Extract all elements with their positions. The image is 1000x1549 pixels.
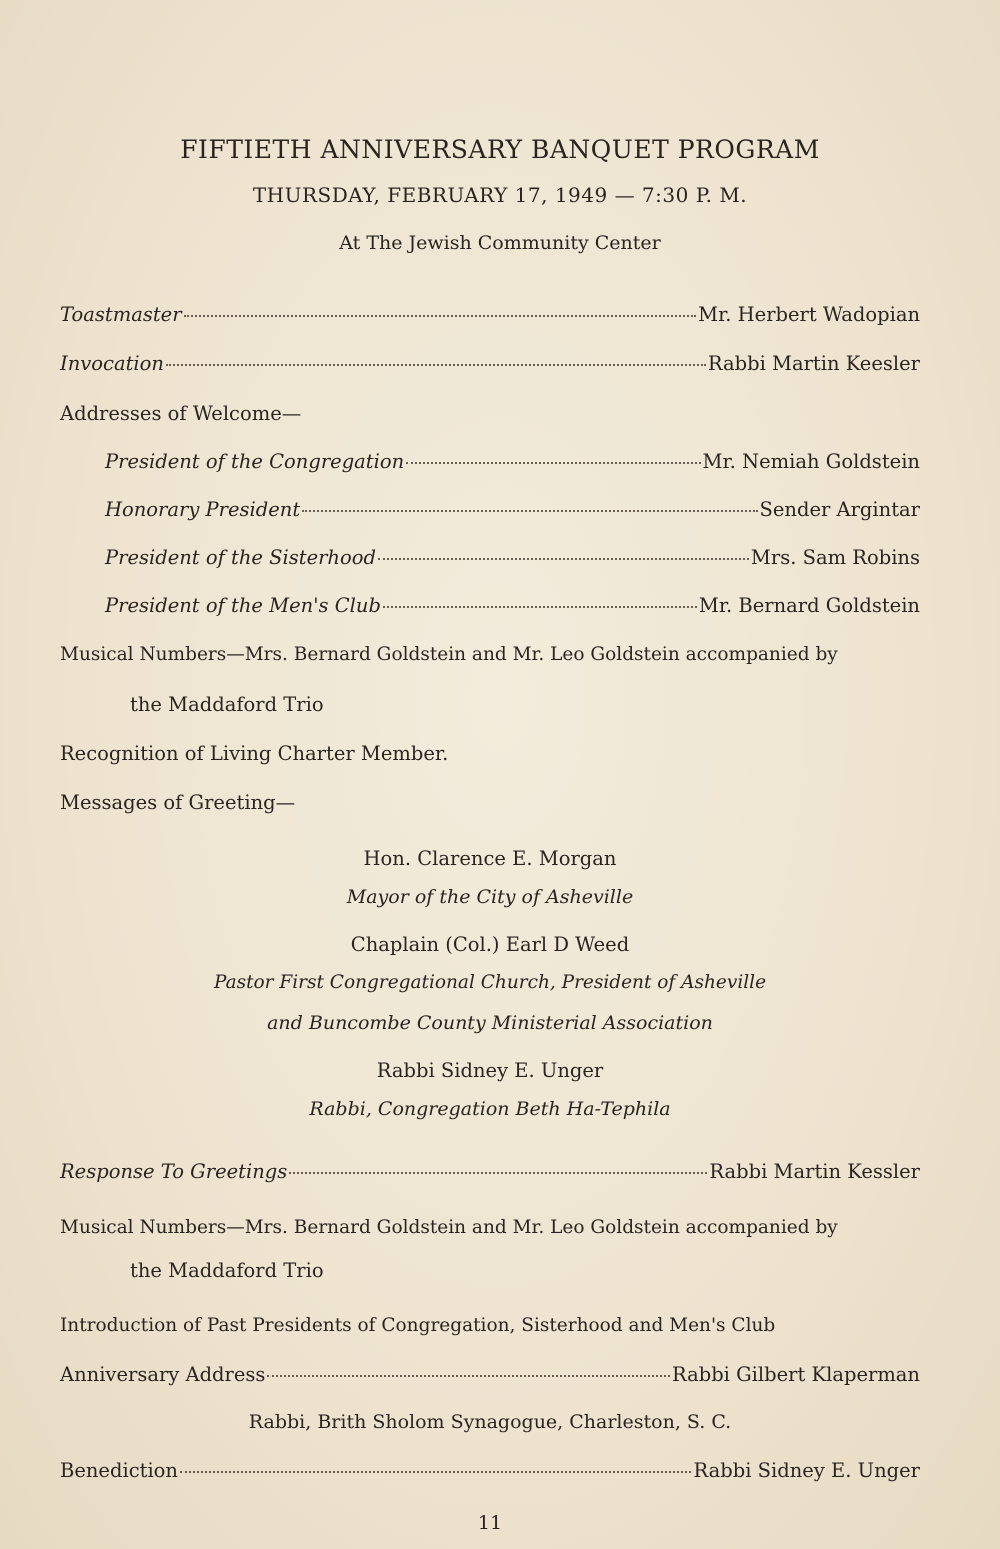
leader-dots [302, 510, 757, 512]
anniversary-affiliation: Rabbi, Brith Sholom Synagogue, Charleston, S. C. [248, 1411, 732, 1433]
benediction-label: Benediction [60, 1459, 178, 1482]
page-number: 11 [477, 1512, 503, 1534]
welcome-role: President of the Congregation [105, 450, 405, 473]
toastmaster-row [60, 303, 920, 326]
anniversary-label: Anniversary Address [60, 1363, 266, 1386]
event-venue: At The Jewish Community Center [339, 232, 661, 254]
welcome-row [105, 498, 920, 521]
greeting-title: Rabbi, Congregation Beth Ha-Tephila [309, 1098, 671, 1120]
benediction-row [60, 1459, 920, 1482]
greeting-title-cont: and Buncombe County Ministerial Association [267, 1012, 713, 1034]
leader-dots [378, 558, 749, 560]
benediction-name: Rabbi Sidney E. Unger [693, 1459, 920, 1482]
welcome-row [105, 546, 920, 569]
musical-numbers-1: Musical Numbers—Mrs. Bernard Goldstein and Mr. Leo Goldstein accompanied by [60, 644, 838, 665]
leader-dots [383, 606, 697, 608]
welcome-name: Sender Argintar [759, 498, 920, 521]
greeting-name: Rabbi Sidney E. Unger [376, 1059, 604, 1082]
greeting-title: Mayor of the City of Asheville [346, 886, 634, 908]
welcome-name: Mr. Bernard Goldstein [698, 594, 920, 617]
welcome-heading: Addresses of Welcome— [60, 402, 302, 425]
invocation-name: Rabbi Martin Keesler [707, 352, 920, 375]
leader-dots [289, 1172, 707, 1174]
greeting-name: Hon. Clarence E. Morgan [363, 847, 617, 870]
greeting-name: Chaplain (Col.) Earl D Weed [350, 933, 630, 956]
response-label: Response To Greetings [60, 1160, 288, 1183]
welcome-role: President of the Men's Club [105, 594, 381, 617]
toastmaster-name: Mr. Herbert Wadopian [698, 303, 920, 326]
welcome-row [105, 450, 920, 473]
invocation-label: Invocation [60, 352, 164, 375]
introduction: Introduction of Past Presidents of Congregation, Sisterhood and Men's Club [60, 1315, 776, 1336]
welcome-role: Honorary President [105, 498, 301, 521]
musical-numbers-2: Musical Numbers—Mrs. Bernard Goldstein and Mr. Leo Goldstein accompanied by [60, 1217, 838, 1238]
anniversary-name: Rabbi Gilbert Klaperman [671, 1363, 920, 1386]
recognition: Recognition of Living Charter Member. [60, 742, 449, 765]
greeting-heading: Messages of Greeting— [60, 791, 296, 814]
welcome-row [105, 594, 920, 617]
response-row [60, 1160, 920, 1183]
event-date: THURSDAY, FEBRUARY 17, 1949 — 7:30 P. M. [252, 183, 748, 207]
leader-dots [267, 1375, 670, 1377]
musical-numbers-2-cont: the Maddaford Trio [130, 1259, 324, 1282]
musical-numbers-1-cont: the Maddaford Trio [130, 693, 324, 716]
welcome-role: President of the Sisterhood [105, 546, 376, 569]
welcome-name: Mrs. Sam Robins [750, 546, 920, 569]
leader-dots [166, 364, 706, 366]
toastmaster-label: Toastmaster [60, 303, 182, 326]
invocation-row [60, 352, 920, 375]
leader-dots [406, 462, 700, 464]
anniversary-row [60, 1363, 920, 1386]
page-title: FIFTIETH ANNIVERSARY BANQUET PROGRAM [180, 135, 820, 164]
greeting-title: Pastor First Congregational Church, President of Asheville [213, 972, 767, 993]
leader-dots [180, 1471, 691, 1473]
response-name: Rabbi Martin Kessler [709, 1160, 920, 1183]
welcome-name: Mr. Nemiah Goldstein [702, 450, 920, 473]
leader-dots [184, 315, 697, 317]
